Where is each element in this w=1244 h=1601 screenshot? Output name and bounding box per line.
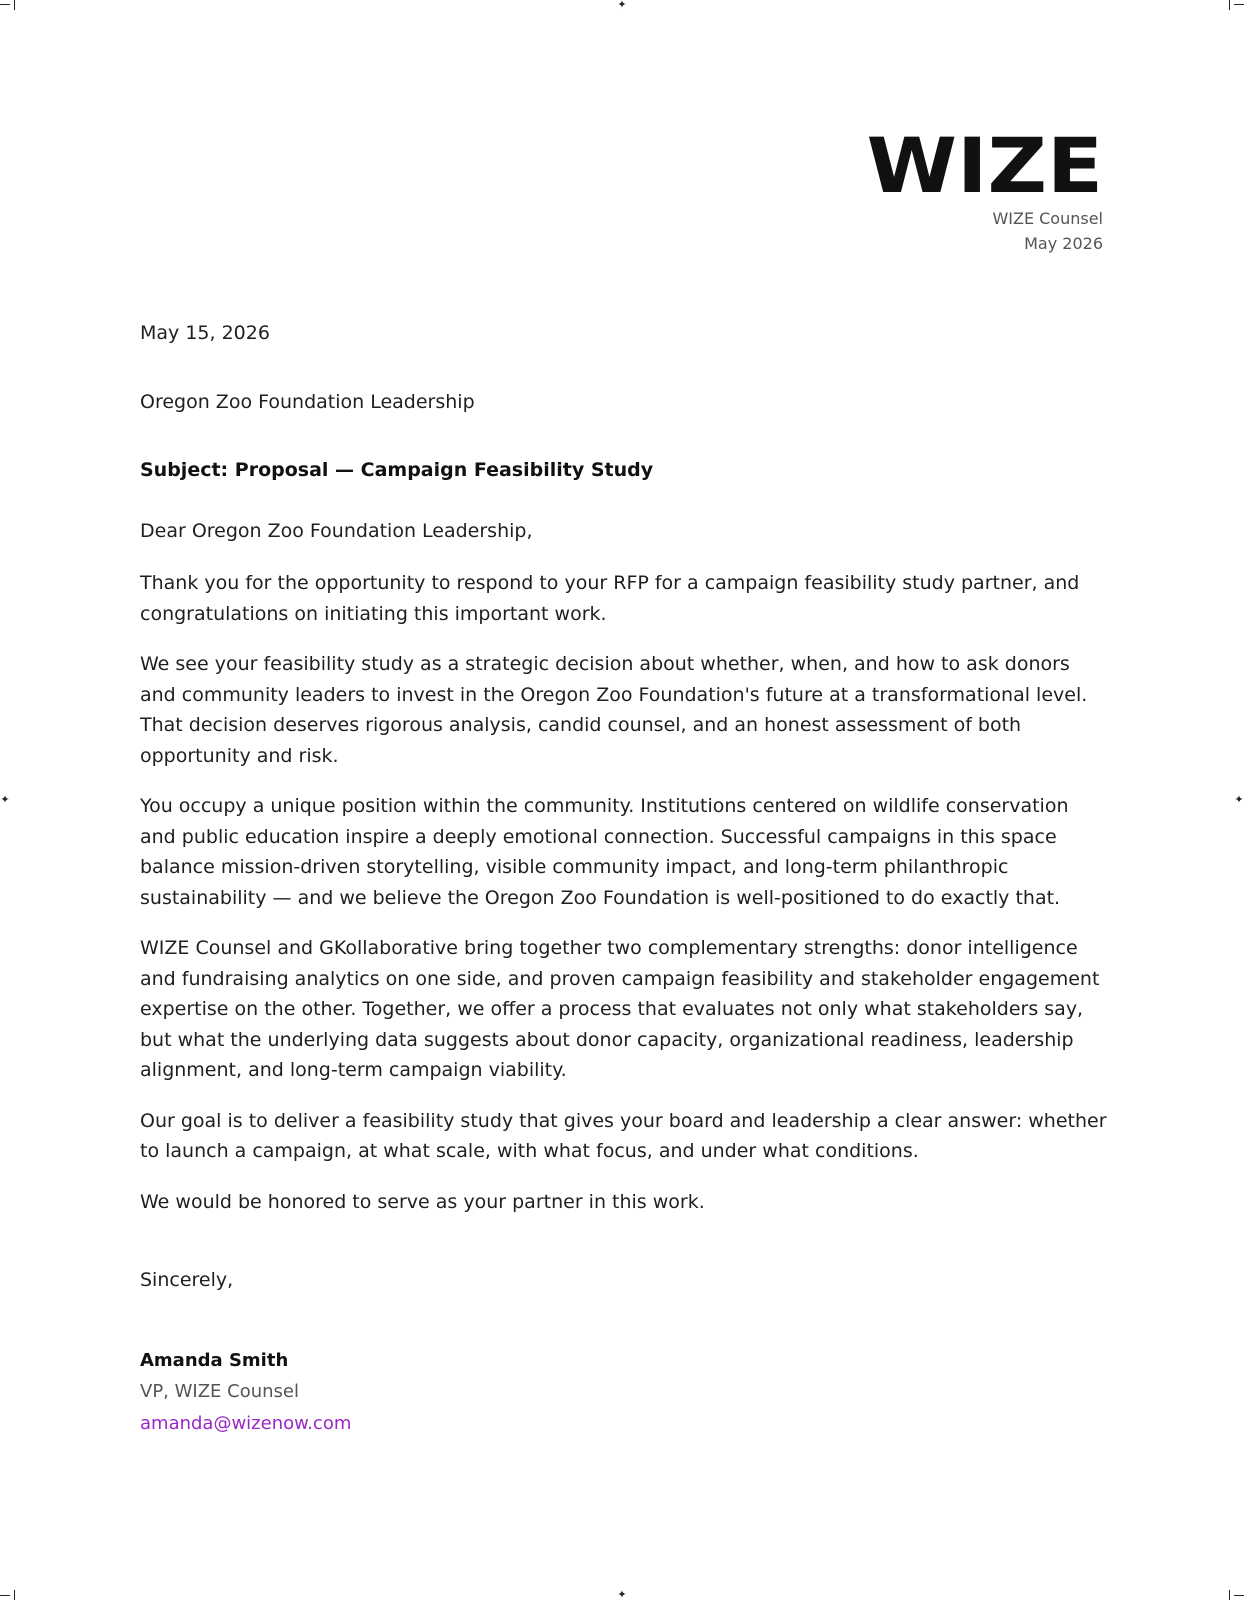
letterhead-date: May 2026: [1024, 234, 1103, 253]
letter-paragraph: Our goal is to deliver a feasibility study that gives your board and leadership a clear answer: whether to launch a campaign, at what scale, with what focus, and under what conditions.: [140, 1109, 1107, 1162]
letter-paragraph: We would be honored to serve as your partner in this work.: [140, 1190, 705, 1213]
letter-body: [140, 318, 1108, 1439]
letter-paragraph: Thank you for the opportunity to respond to your RFP for a campaign feasibility study partner, and congratulations on initiating this important work.: [140, 572, 1080, 625]
crop-mark-top-right-v: [1229, 0, 1230, 10]
letter-paragraph: You occupy a unique position within the community. Institutions centered on wildlife conservation and public education inspire a deeply emotional connection. Successful campaigns in this space balance mission-driven storytelling, visible community impact, and long-term philanthropic sustainability — and we believe the Oregon Zoo Foundation is well-positioned to do exactly that.: [140, 795, 1069, 909]
crop-mark-bottom-right-v: [1229, 1590, 1230, 1600]
signature-email-link[interactable]: amanda@wizenow.com: [140, 1412, 352, 1434]
registration-mark-bottom-icon: ✦: [617, 1588, 627, 1601]
crop-mark-top-left-h: [0, 4, 10, 5]
crop-mark-bottom-left-v: [14, 1590, 15, 1600]
crop-mark-top-left-v: [14, 0, 15, 10]
letter-closing: Sincerely,: [140, 1269, 234, 1291]
crop-mark-bottom-left-h: [0, 1595, 10, 1596]
letter-salutation: Dear Oregon Zoo Foundation Leadership,: [140, 519, 533, 542]
crop-mark-bottom-right-h: [1234, 1595, 1244, 1596]
registration-mark-right-icon: ✦: [1234, 793, 1244, 806]
signature-block: [140, 1346, 1108, 1439]
signature-title: VP, WIZE Counsel: [140, 1380, 299, 1402]
crop-mark-top-right-h: [1234, 4, 1244, 5]
letterhead: [866, 121, 1103, 256]
signature-name: Amanda Smith: [140, 1349, 289, 1371]
letter-paragraph: WIZE Counsel and GKollaborative bring together two complementary strengths: donor intelligence and fundraising analytics on one side, and proven campaign feasibility and stakeholder engagement expertise on the other. Together, we offer a process that evaluates not only what stakeholders say, but what the underlying data suggests about donor capacity, organizational readiness, leadership alignment, and long-term campaign viability.: [140, 937, 1100, 1081]
wize-logo: WIZE: [866, 121, 1103, 210]
registration-mark-left-icon: ✦: [0, 793, 10, 806]
letter-recipient: Oregon Zoo Foundation Leadership: [140, 390, 475, 413]
registration-mark-top-icon: ✦: [617, 0, 627, 11]
letter-paragraph: We see your feasibility study as a strategic decision about whether, when, and how to ask donors and community leaders to invest in the Oregon Zoo Foundation's future at a transformational level. That decision deserves rigorous analysis, candid counsel, and an honest assessment of both opportunity and risk.: [140, 653, 1088, 767]
letterhead-org: WIZE Counsel: [992, 209, 1103, 228]
letter-subject: Subject: Proposal — Campaign Feasibility Study: [140, 459, 654, 481]
letter-date: May 15, 2026: [140, 322, 270, 344]
